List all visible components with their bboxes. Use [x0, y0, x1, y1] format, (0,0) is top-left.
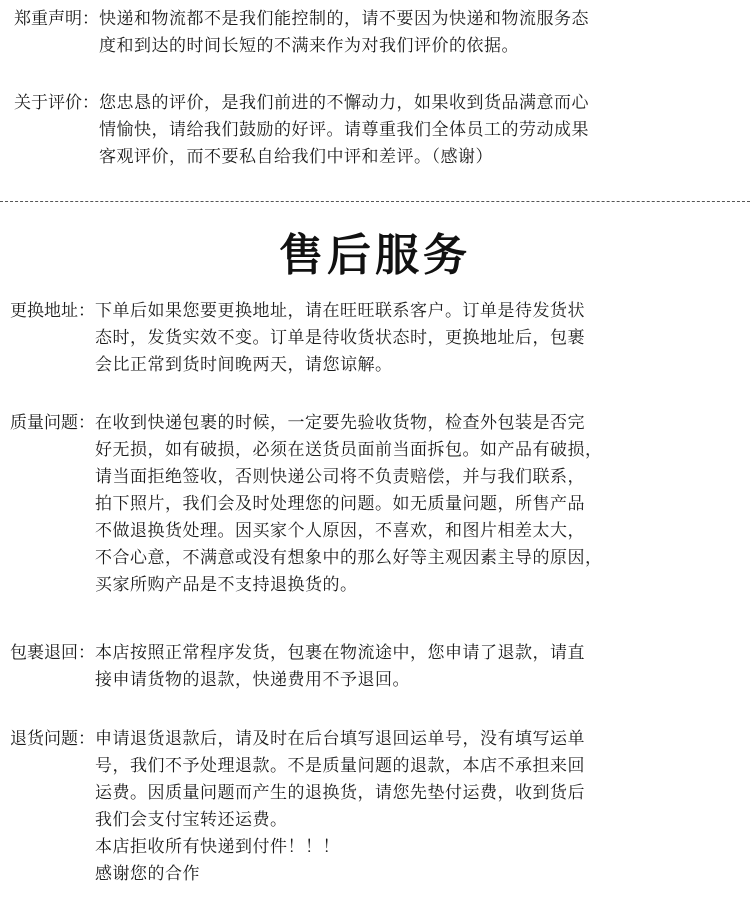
disclaimer-line: 快递和物流都不是我们能控制的，请不要因为快递和物流服务态 [99, 9, 589, 29]
return-issue-line: 本店拒收所有快递到付件！！！ [95, 837, 340, 857]
change-address-text [95, 298, 750, 379]
about-review-section [0, 90, 750, 171]
about-review-text [99, 90, 750, 171]
disclaimer-line: 度和到达的时间长短的不满来作为对我们评价的依据。 [99, 36, 519, 56]
return-issue-line: 号，我们不予处理退款。不是质量问题的退款，本店不承担来回 [95, 756, 585, 776]
disclaimer-section [0, 6, 750, 60]
quality-text [95, 410, 750, 599]
about-review-label: 关于评价： [14, 93, 99, 113]
about-review-line: 情愉快，请给我们鼓励的好评。请尊重我们全体员工的劳动成果 [99, 120, 589, 140]
disclaimer-text [99, 6, 750, 60]
quality-section [0, 410, 750, 599]
return-issue-section [0, 726, 750, 888]
change-address-line: 下单后如果您要更换地址，请在旺旺联系客户。订单是待发货状 [95, 301, 585, 321]
quality-line: 好无损，如有破损，必须在送货员面前当面拆包。如产品有破损， [95, 440, 603, 460]
package-return-line: 本店按照正常程序发货，包裹在物流途中，您申请了退款，请直 [95, 643, 585, 663]
quality-line: 不合心意，不满意或没有想象中的那么好等主观因素主导的原因， [95, 548, 603, 568]
quality-line: 在收到快递包裹的时候，一定要先验收货物，检查外包装是否完 [95, 413, 585, 433]
return-issue-line: 运费。因质量问题而产生的退换货，请您先垫付运费，收到货后 [95, 783, 585, 803]
return-issue-line: 感谢您的合作 [95, 864, 200, 884]
package-return-line: 接申请货物的退款，快递费用不予退回。 [95, 670, 410, 690]
return-issue-label: 退货问题： [10, 729, 95, 749]
section-title: 售后服务 [279, 230, 471, 281]
quality-line: 拍下照片，我们会及时处理您的问题。如无质量问题，所售产品 [95, 494, 585, 514]
about-review-line: 您忠恳的评价，是我们前进的不懈动力，如果收到货品满意而心 [99, 93, 589, 113]
package-return-label: 包裹退回： [10, 643, 95, 663]
return-issue-line: 申请退货退款后，请及时在后台填写退回运单号，没有填写运单 [95, 729, 585, 749]
package-return-section [0, 640, 750, 694]
quality-label: 质量问题： [10, 413, 95, 433]
change-address-section [0, 298, 750, 379]
about-review-line: 客观评价，而不要私自给我们中评和差评。（感谢） [99, 147, 493, 167]
quality-line: 请当面拒绝签收，否则快递公司将不负责赔偿，并与我们联系， [95, 467, 585, 487]
dashed-divider [0, 201, 750, 202]
change-address-line: 会比正常到货时间晚两天，请您谅解。 [95, 355, 393, 375]
change-address-line: 态时，发货实效不变。订单是待收货状态时，更换地址后，包裹 [95, 328, 585, 348]
change-address-label: 更换地址： [10, 301, 95, 321]
package-return-text [95, 640, 750, 694]
return-issue-text [95, 726, 750, 888]
quality-line: 不做退换货处理。因买家个人原因，不喜欢，和图片相差太大， [95, 521, 585, 541]
disclaimer-label: 郑重声明： [14, 9, 99, 29]
quality-line: 买家所购产品是不支持退换货的。 [95, 575, 358, 595]
return-issue-line: 我们会支付宝转还运费。 [95, 810, 288, 830]
